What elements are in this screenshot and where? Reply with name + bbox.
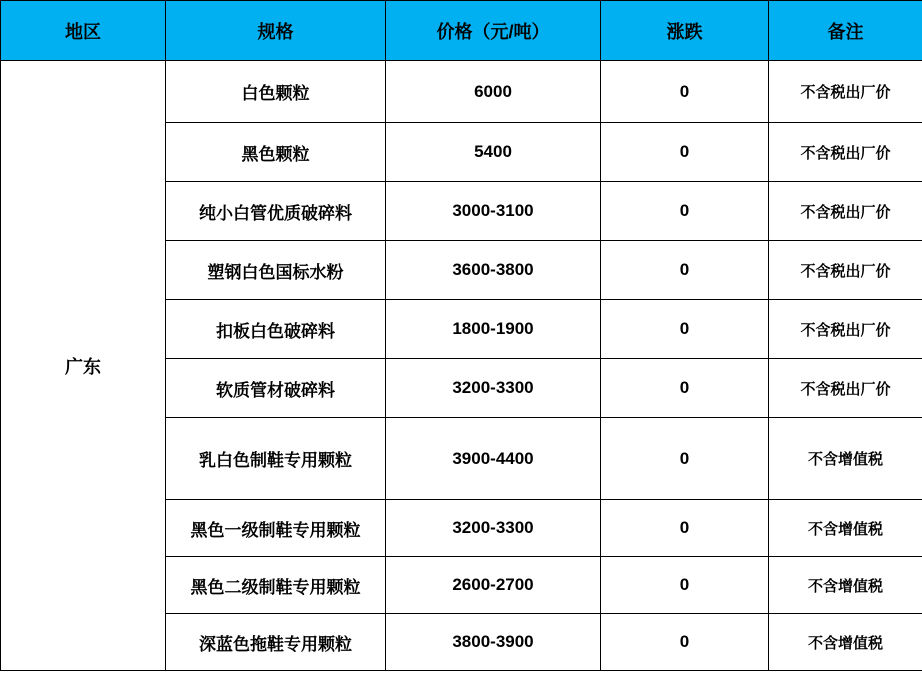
remark-cell: 不含增值税 <box>769 500 922 557</box>
price-cell: 3200-3300 <box>386 359 601 418</box>
remark-cell: 不含税出厂价 <box>769 359 922 418</box>
remark-cell: 不含税出厂价 <box>769 300 922 359</box>
spec-cell: 塑钢白色国标水粉 <box>166 241 386 300</box>
change-cell: 0 <box>601 359 769 418</box>
spec-cell: 软质管材破碎料 <box>166 359 386 418</box>
price-cell: 3000-3100 <box>386 182 601 241</box>
change-cell: 0 <box>601 123 769 182</box>
price-cell: 1800-1900 <box>386 300 601 359</box>
table-body <box>1 61 922 671</box>
change-cell: 0 <box>601 61 769 123</box>
change-cell: 0 <box>601 241 769 300</box>
spec-cell: 纯小白管优质破碎料 <box>166 182 386 241</box>
change-cell: 0 <box>601 182 769 241</box>
spec-cell: 深蓝色拖鞋专用颗粒 <box>166 614 386 671</box>
column-header-remark: 备注 <box>769 1 922 61</box>
column-header-region: 地区 <box>1 1 166 61</box>
region-cell: 广东 <box>1 61 166 671</box>
price-cell: 3200-3300 <box>386 500 601 557</box>
change-cell: 0 <box>601 418 769 500</box>
remark-cell: 不含增值税 <box>769 557 922 614</box>
remark-cell: 不含税出厂价 <box>769 123 922 182</box>
spec-cell: 黑色二级制鞋专用颗粒 <box>166 557 386 614</box>
price-cell: 6000 <box>386 61 601 123</box>
price-cell: 5400 <box>386 123 601 182</box>
spec-cell: 黑色一级制鞋专用颗粒 <box>166 500 386 557</box>
change-cell: 0 <box>601 557 769 614</box>
spec-cell: 乳白色制鞋专用颗粒 <box>166 418 386 500</box>
spec-cell: 黑色颗粒 <box>166 123 386 182</box>
price-cell: 3900-4400 <box>386 418 601 500</box>
remark-cell: 不含税出厂价 <box>769 182 922 241</box>
column-header-price: 价格（元/吨） <box>386 1 601 61</box>
remark-cell: 不含增值税 <box>769 614 922 671</box>
column-header-spec: 规格 <box>166 1 386 61</box>
change-cell: 0 <box>601 614 769 671</box>
spec-cell: 扣板白色破碎料 <box>166 300 386 359</box>
table-header <box>1 1 922 61</box>
price-cell: 3600-3800 <box>386 241 601 300</box>
spec-cell: 白色颗粒 <box>166 61 386 123</box>
price-cell: 2600-2700 <box>386 557 601 614</box>
change-cell: 0 <box>601 300 769 359</box>
column-header-change: 涨跌 <box>601 1 769 61</box>
price-cell: 3800-3900 <box>386 614 601 671</box>
remark-cell: 不含增值税 <box>769 418 922 500</box>
change-cell: 0 <box>601 500 769 557</box>
remark-cell: 不含税出厂价 <box>769 61 922 123</box>
remark-cell: 不含税出厂价 <box>769 241 922 300</box>
table-row <box>1 61 922 123</box>
table-header-row <box>1 1 922 61</box>
